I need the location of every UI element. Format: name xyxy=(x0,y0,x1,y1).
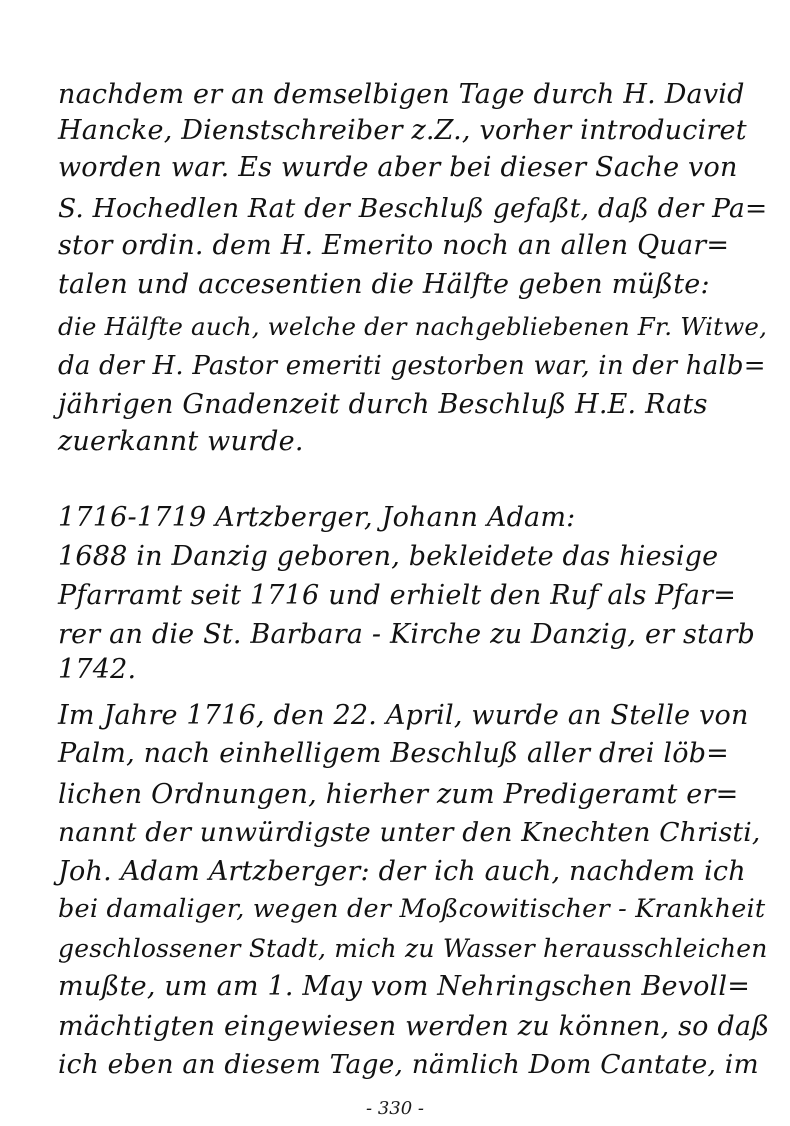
text-line: die Hälfte auch, welche der nachgebliebenen Fr. Witwe, xyxy=(58,312,768,341)
text-line: rer an die St. Barbara - Kirche zu Danzig, er starb xyxy=(58,619,756,650)
text-line: mächtigten eingewiesen werden zu können, so daß xyxy=(58,1011,770,1042)
text-line: jährigen Gnadenzeit durch Beschluß H.E. Rats xyxy=(58,389,708,420)
text-line: Joh. Adam Artzberger: der ich auch, nachdem ich xyxy=(58,856,746,887)
text-line: 1716-1719 Artzberger, Johann Adam: xyxy=(58,502,576,533)
text-line: 1688 in Danzig geboren, bekleidete das hiesige xyxy=(58,541,719,572)
text-line: Palm, nach einhelligem Beschluß aller drei löb= xyxy=(58,738,730,769)
text-line: worden war. Es wurde aber bei dieser Sache von xyxy=(58,152,738,183)
text-line: lichen Ordnungen, hierher zum Predigeramt er= xyxy=(58,779,739,810)
text-line: bei damaliger, wegen der Moßcowitischer - Krankheit xyxy=(58,894,766,924)
text-line: geschlossener Stadt, mich zu Wasser herausschleichen xyxy=(58,934,768,963)
text-line: S. Hochedlen Rat der Beschluß gefaßt, daß der Pa= xyxy=(58,193,768,224)
text-line: stor ordin. dem H. Emerito noch an allen Quar= xyxy=(58,230,730,261)
text-line: ich eben an diesem Tage, nämlich Dom Cantate, im xyxy=(58,1049,759,1080)
text-line: zuerkannt wurde. xyxy=(58,426,304,457)
text-line: da der H. Pastor emeriti gestorben war, in der halb= xyxy=(58,351,766,381)
text-line: mußte, um am 1. May vom Nehringschen Bevoll= xyxy=(58,971,751,1002)
text-line: 1742. xyxy=(58,654,137,685)
text-line: nannt der unwürdigste unter den Knechten Christi, xyxy=(58,817,761,848)
text-line: talen und accesentien die Hälfte geben müßte: xyxy=(58,269,710,300)
text-line: Hancke, Dienstschreiber z.Z., vorher introduciret xyxy=(58,115,747,146)
text-line: Im Jahre 1716, den 22. April, wurde an Stelle von xyxy=(58,700,749,731)
page-number: - 330 - xyxy=(366,1098,424,1119)
text-line: nachdem er an demselbigen Tage durch H. David xyxy=(58,79,745,110)
text-line: Pfarramt seit 1716 und erhielt den Ruf als Pfar= xyxy=(58,580,737,611)
